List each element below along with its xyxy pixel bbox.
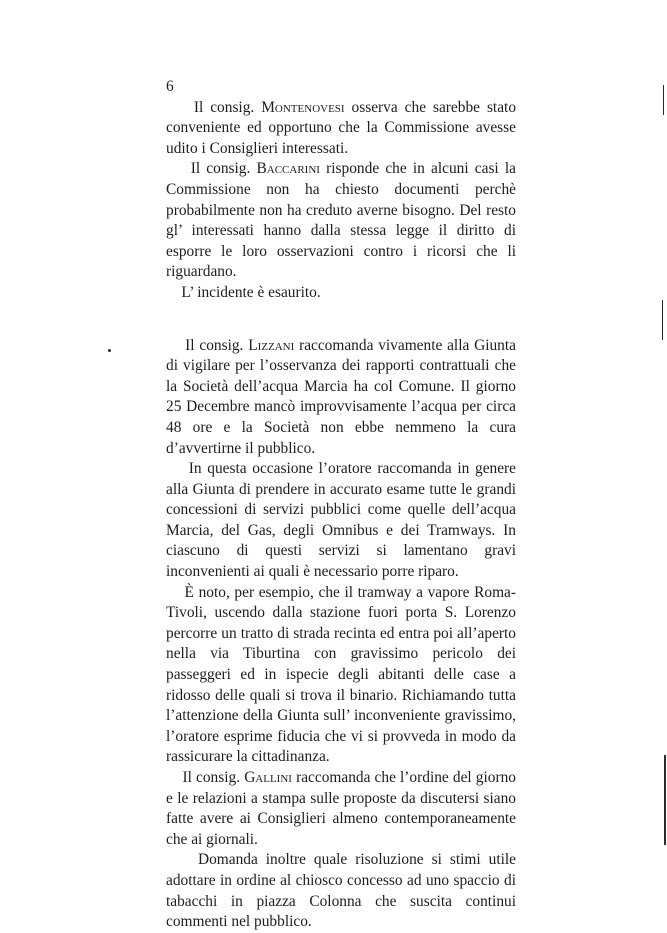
- speaker-name: Montenovesi: [261, 98, 345, 116]
- paragraph-text: Domanda inoltre quale risoluzione si stimi utile adottare in ordine al chiosco concesso ad uno spaccio di tabacchi in piazza Colonna che suscita continui commenti nel pubblico.: [166, 851, 517, 931]
- scan-edge-mark: [662, 300, 663, 340]
- speaker-prefix: Il consig.: [185, 336, 244, 354]
- speaker-prefix: Il consig.: [193, 98, 255, 116]
- scan-dot-mark: [108, 349, 111, 352]
- paragraph-text: L’ incidente è esaurito.: [181, 283, 321, 301]
- paragraph-text: osserva che sarebbe stato conveniente ed opportuno che la Commissione avesse udito i Consiglieri interessati.: [166, 98, 517, 157]
- paragraph-text: risponde che in alcuni casi la Commissione non ha chiesto documenti perchè probabilmente non ha creduto averne bisogno. Del resto gl’ interessati hanno dalla stessa legge il diritto di esporre le loro osservazioni contro i ricorsi che li riguardano.: [166, 160, 516, 281]
- paragraph-incidente: [166, 283, 516, 304]
- speaker-prefix: Il consig.: [190, 160, 251, 178]
- paragraph-montenovesi: [166, 98, 516, 160]
- section-separator: [166, 304, 516, 336]
- paragraph-text: raccomanda che l’ordine del giorno e le relazioni a stampa sulle proposte da discutersi siano fatte avere ai Consiglieri almeno contemporaneamente che ai giornali.: [166, 769, 516, 848]
- paragraph-text: raccomanda vivamente alla Giunta di vigilare per l’osservanza dei rapporti contrattuali che la Società dell’acqua Marcia ha col Comune. Il giorno 25 Decembre mancò improvvisamente l’acqua per circa 48 ore e la Società non ebbe nemmeno la cura d’avvertirne il pubblico.: [166, 336, 516, 457]
- paragraph-gallini: [166, 768, 516, 850]
- paragraph-text: In questa occasione l’oratore raccomanda in genere alla Giunta di prendere in accurato esame tutte le grandi concessioni di servizi pubblici come quelle dell’acqua Marcia, del Gas, degli Omnibus e dei Tramways. In ciascuno di questi servizi si lamentano gravi inconvenienti ai quali è necessario porre riparo.: [166, 460, 517, 581]
- speaker-prefix: Il consig.: [182, 769, 241, 786]
- paragraph-lizzani: [166, 336, 516, 460]
- paragraph-tramway: [166, 583, 516, 768]
- scan-edge-mark: [663, 85, 664, 115]
- speaker-name: Baccarini: [256, 160, 320, 178]
- scan-edge-mark: [664, 755, 666, 845]
- speaker-name: Gallini: [244, 769, 292, 786]
- paragraph-chiosco: [166, 850, 516, 932]
- page-body: [166, 77, 516, 933]
- paragraph-text: È noto, per esempio, che il tramway a vapore Roma-Tivoli, uscendo dalla stazione fuori porta S. Lorenzo percorre un tratto di strada recinta ed entra poi all’aperto nella via Tiburtina con gravissimo pericolo dei passeggeri ed in ispecie degli abitanti delle case a ridosso delle quali si trova il binario. Richiamando tutta l’attenzione della Giunta sull’ inconveniente gravissimo, l’oratore esprime fiducia che vi si provveda in modo da rassicurare la cittadinanza.: [166, 583, 516, 766]
- speaker-name: Lizzani: [248, 336, 295, 354]
- paragraph-baccarini: [166, 159, 516, 283]
- page-number: 6: [166, 78, 174, 95]
- paragraph-concessioni: [166, 459, 516, 583]
